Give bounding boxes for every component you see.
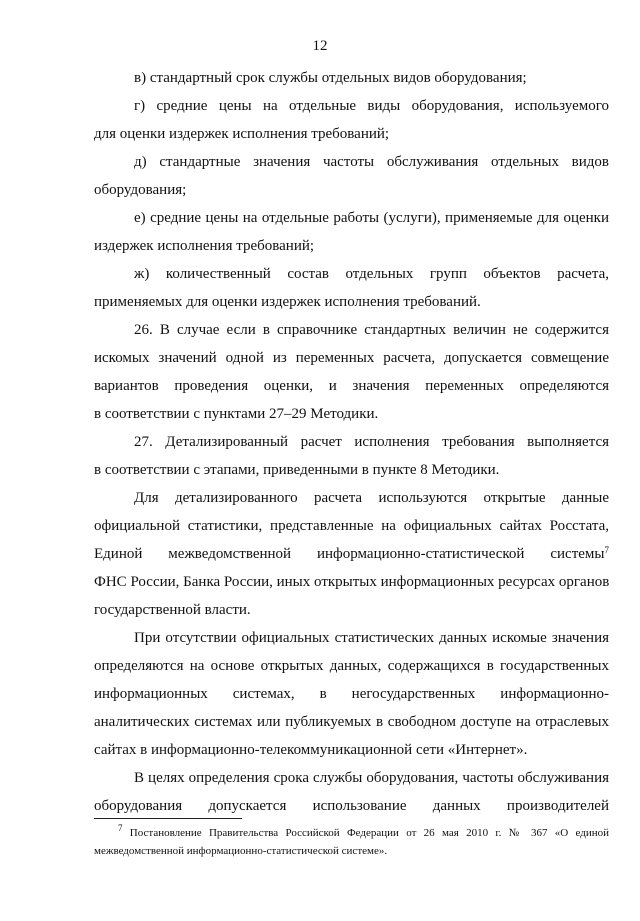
text-line: В целях определения срока службы оборудования, частоты обслуживания <box>134 770 609 786</box>
text-line: определяются на основе открытых данных, содержащихся в государственных <box>94 658 609 674</box>
text-line: государственной власти. <box>94 602 251 618</box>
text-line: сайтах в информационно-телекоммуникационной сети «Интернет». <box>94 742 528 758</box>
text-line: вариантов проведения оценки, и значения переменных определяются <box>94 378 609 394</box>
text-line: информационных системах, в негосударственных информационно- <box>94 686 609 702</box>
text-line <box>94 540 609 568</box>
text-line: в) стандартный срок службы отдельных видов оборудования; <box>134 70 527 86</box>
text-line: ж) количественный состав отдельных групп объектов расчета, <box>134 266 609 282</box>
footnote <box>118 824 609 842</box>
text-line: издержек исполнения требований; <box>94 238 315 254</box>
page-number: 12 <box>312 38 328 54</box>
text-line: оборудования допускается использование данных производителей <box>94 798 609 814</box>
text-line: искомых значений одной из переменных расчета, допускается совмещение <box>94 350 609 366</box>
text-line: аналитических системах или публикуемых в свободном доступе на отраслевых <box>94 714 609 730</box>
footnote-number: 7 <box>118 824 123 833</box>
text-line: е) средние цены на отдельные работы (услуги), применяемые для оценки <box>134 210 609 226</box>
text-line: официальной статистики, представленные на официальных сайтах Росстата, <box>94 518 609 534</box>
footnote-continuation: межведомственной информационно-статистической системе». <box>94 845 388 857</box>
footnote-divider <box>94 818 242 819</box>
text-line-content: Единой межведомственной информационно-статистической системы <box>94 546 605 562</box>
footnote-reference: 7 <box>604 545 609 555</box>
text-line: в соответствии с этапами, приведенными в пункте 8 Методики. <box>94 462 500 478</box>
text-line: Для детализированного расчета используются открытые данные <box>134 490 609 506</box>
text-line: в соответствии с пунктами 27–29 Методики. <box>94 406 379 422</box>
text-line: При отсутствии официальных статистических данных искомые значения <box>134 630 609 646</box>
text-line: оборудования; <box>94 182 187 198</box>
text-line: ФНС России, Банка России, иных открытых информационных ресурсах органов <box>94 574 609 590</box>
text-line: 27. Детализированный расчет исполнения требования выполняется <box>134 434 609 450</box>
text-line: 26. В случае если в справочнике стандартных величин не содержится <box>134 322 609 338</box>
text-line: д) стандартные значения частоты обслуживания отдельных видов <box>134 154 609 170</box>
text-line: применяемых для оценки издержек исполнения требований. <box>94 294 481 310</box>
text-line: для оценки издержек исполнения требований; <box>94 126 390 142</box>
text-line: г) средние цены на отдельные виды оборудования, используемого <box>134 98 609 114</box>
footnote-text: Постановление Правительства Российской Федерации от 26 мая 2010 г. № 367 «О единой <box>129 827 609 839</box>
